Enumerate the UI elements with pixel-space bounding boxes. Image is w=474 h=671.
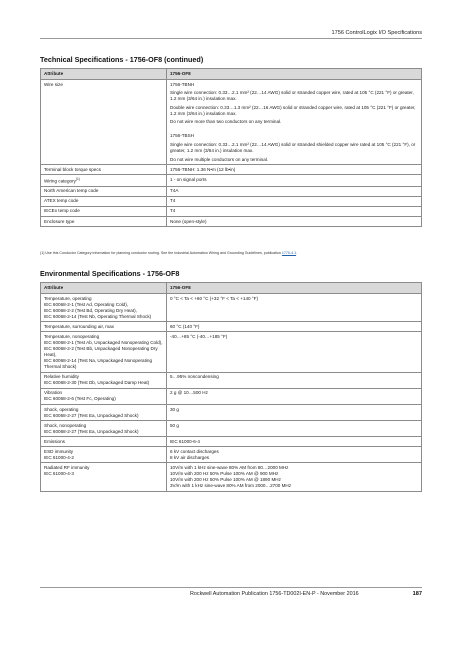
tbsh-head: 1756-TBSH: [170, 133, 195, 139]
row-value: [167, 405, 422, 421]
footnote-ref: (1): [75, 176, 80, 181]
row-label-line: IEC 60068-2-2 (Test Bd, Operating Dry Heat),: [44, 307, 137, 313]
row-value: 1756-TBNH: 1.36 N•m (12 lb•in): [167, 165, 422, 175]
env-specs-table: [40, 282, 422, 492]
table-header-row: [41, 69, 422, 80]
row-label: [41, 463, 167, 491]
tbsh-note: Do not wire multiple conductors on any terminal.: [170, 156, 269, 162]
table-row: [41, 294, 422, 322]
table-row: [41, 463, 422, 491]
row-value-line: 10V/m with 1 kHz sine-wave 80% AM from 80…2000 MHz: [170, 464, 289, 470]
row-label-line: Vibration: [44, 390, 63, 396]
col-header-value: 1756-OF8: [167, 283, 422, 294]
row-value-line: 60 °C (140 °F): [170, 323, 200, 329]
row-value: 1 - on signal ports: [167, 175, 422, 187]
row-value-line: 5…95% noncondensing: [170, 374, 219, 380]
row-value: T4A: [167, 186, 422, 196]
row-value-line: 10V/m with 200 Hz 50% Pulse 100% AM @ 900 MHz: [170, 471, 279, 476]
row-label-text: IECEx temp code: [44, 208, 80, 214]
row-label-line: IEC 60068-2-27 (Test Ea, Unpackaged Shock): [44, 428, 139, 434]
row-value: [167, 388, 422, 404]
row-value: None (open-style): [167, 217, 422, 227]
row-label: [41, 206, 167, 216]
tech-specs-title: Technical Specifications - 1756-OF8 (continued): [40, 55, 204, 64]
row-label-line: Emissions: [44, 438, 65, 444]
row-value-line: -40…+85 °C (-40…+185 °F): [170, 333, 228, 339]
row-label-line: IEC 60068-2-2 (Test Bb, Unpackaged Nonoperating Dry Heat),: [44, 346, 158, 358]
row-value-line: 6 kV contact discharges: [170, 448, 219, 454]
row-value: [167, 294, 422, 322]
table-row: [41, 421, 422, 437]
row-label: [41, 437, 167, 447]
tbnh-note: Do not wire more than two conductors on any terminal.: [170, 119, 282, 125]
footer-rule: [40, 587, 422, 588]
row-label-line: Shock, operating: [44, 406, 79, 412]
row-value: T4: [167, 206, 422, 216]
row-value-line: 30 g: [170, 406, 179, 412]
table-row: [41, 186, 422, 196]
table-row: [41, 388, 422, 404]
table-row: [41, 175, 422, 187]
row-label-text: Wiring category: [44, 178, 76, 184]
page-number: 187: [412, 591, 422, 597]
table-row: [41, 332, 422, 372]
row-label: Wire size: [41, 80, 167, 165]
wire-size-value: [167, 80, 422, 165]
table-row: [41, 447, 422, 463]
row-label: [41, 322, 167, 332]
table-row: [41, 80, 422, 165]
row-label: [41, 186, 167, 196]
row-value: [167, 437, 422, 447]
row-label: [41, 421, 167, 437]
header-rule: [40, 38, 422, 39]
row-value: [167, 332, 422, 372]
row-value-line: 50 g: [170, 422, 179, 428]
table-row: [41, 196, 422, 206]
row-value: [167, 322, 422, 332]
row-label-line: IEC 60068-2-6 (Test Fc, Operating): [44, 396, 116, 402]
row-value: [167, 372, 422, 388]
row-label-line: Temperature, nonoperating: [44, 333, 100, 339]
row-label-line: Temperature, operating: [44, 295, 92, 301]
row-label-line: IEC 60068-2-14 (Test Na, Unpackaged Nonoperating Thermal Shock): [44, 358, 153, 370]
row-label: [41, 447, 167, 463]
row-label: [41, 165, 167, 175]
table-row: [41, 206, 422, 216]
row-label: [41, 405, 167, 421]
row-value-line: 8 kV air discharges: [170, 454, 210, 460]
row-value-line: 10V/m with 200 Hz 50% Pulse 100% AM @ 1890 MHz: [170, 477, 281, 483]
table-row: [41, 322, 422, 332]
row-label-line: IEC 60068-2-27 (Test Ea, Unpackaged Shock): [44, 412, 139, 418]
row-label-line: ESD immunity: [44, 448, 74, 454]
env-specs-title: Environmental Specifications - 1756-OF8: [40, 269, 180, 278]
row-label: [41, 175, 167, 187]
row-label: [41, 294, 167, 322]
footer-publication: Rockwell Automation Publication 1756-TD002I-EN-P - November 2016: [190, 591, 359, 597]
tech-specs-table: [40, 68, 422, 227]
row-label: [41, 196, 167, 206]
row-label-text: Terminal block torque specs: [44, 166, 101, 172]
row-label-line: IEC 60068-2-30 (Test Db, Unpackaged Damp Heat): [44, 380, 150, 386]
row-value: [167, 447, 422, 463]
col-header-attribute: Attribute: [41, 69, 167, 80]
row-value-line: IEC 61000-6-4: [170, 438, 200, 444]
table-row: [41, 372, 422, 388]
footnote-link[interactable]: 1770-4.1: [281, 251, 297, 255]
row-label-line: IEC 60068-2-1 (Test Ab, Unpackaged Nonoperating Cold),: [44, 339, 163, 345]
row-label-line: Relative humidity: [44, 374, 79, 380]
running-head: 1756 ControlLogix I/O Specifications: [331, 30, 422, 36]
row-label: [41, 388, 167, 404]
table-header-row: [41, 283, 422, 294]
col-header-attribute: Attribute: [41, 283, 167, 294]
row-label-text: Enclosure type: [44, 218, 75, 224]
tbnh-double: Double wire connection: 0.33…1.3 mm² (22…16 AWG) solid or stranded copper wire, rated at 105 °C (221 °F) or greater, 1.2 mm (3/64 in.) insulation max.: [170, 104, 416, 116]
tbnh-single: Single wire connection: 0.33…2.1 mm² (22…14 AWG) solid or stranded copper wire, rated at 105 °C (221 °F) or greater, 1.2 mm (3/64 in.) insulation max.: [170, 90, 414, 102]
row-label-line: IEC 60068-2-14 (Test Nb, Operating Thermal Shock): [44, 313, 152, 319]
row-label: [41, 332, 167, 372]
row-value: [167, 421, 422, 437]
row-label-text: ATEX temp code: [44, 198, 79, 204]
row-label-line: IEC 60068-2-1 (Test Ad, Operating Cold),: [44, 301, 129, 307]
col-header-value: 1756-OF8: [167, 69, 422, 80]
table-row: [41, 437, 422, 447]
tbnh-head: 1756-TBNH: [170, 81, 195, 87]
table-row: [41, 405, 422, 421]
row-value-line: 0 °C < Ta < +60 °C (+32 °F < Ta < +140 °F): [170, 295, 258, 301]
row-value-line: 2 g @ 10…500 Hz: [170, 390, 208, 396]
row-label-line: IEC 61000-4-2: [44, 454, 74, 460]
table-row: [41, 217, 422, 227]
tbsh-single: Single wire connection: 0.33…2.1 mm² (22…14 AWG) solid or stranded shielded copper wire rated at 105 °C (221 °F), or greater, 1.2 mm (3/64 in.) insulation max.: [170, 142, 416, 154]
row-value-line: 3V/m with 1 kHz sine-wave 80% AM from 2000…2700 MHz: [170, 483, 292, 489]
footnote-text: (1) Use this Conductor Category information for planning conductor routing. See the Industrial Automation Wiring and Grounding Guidelines, publication: [40, 251, 282, 255]
row-label-text: North American temp code: [44, 188, 99, 194]
row-value: T4: [167, 196, 422, 206]
footnote: [40, 251, 424, 255]
row-label: [41, 217, 167, 227]
footnote-end: .: [296, 251, 298, 255]
row-label-line: Temperature, surrounding air, max: [44, 323, 114, 329]
table-row: [41, 165, 422, 175]
row-value: [167, 463, 422, 491]
row-label-line: Shock, nonoperating: [44, 422, 87, 428]
row-label-line: Radiated RF immunity: [44, 464, 90, 470]
row-label: [41, 372, 167, 388]
row-label-line: IEC 61000-4-3: [44, 471, 74, 476]
